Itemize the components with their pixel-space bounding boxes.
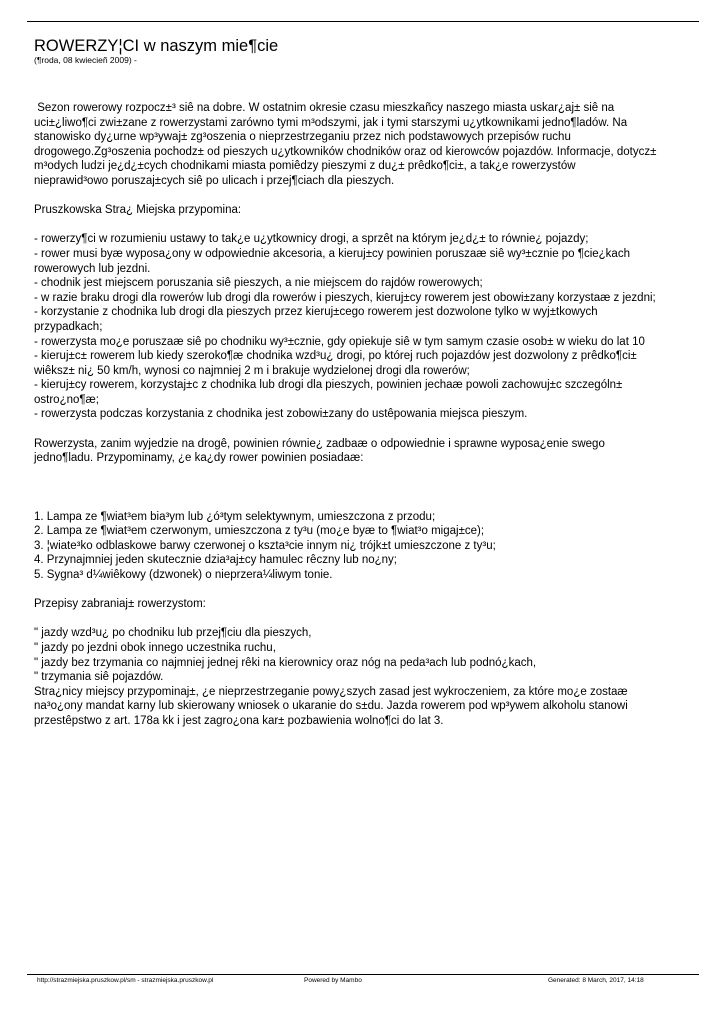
list-item: 3. ¦wiate³ko odblaskowe barwy czerwonej o kszta³cie innym ni¿ trójk±t umieszczone z ty³u; <box>34 539 496 552</box>
list-item: 1. Lampa ze ¶wiat³em bia³ym lub ¿ó³tym selektywnym, umieszczona z przodu; <box>34 510 436 523</box>
text-line: uci±¿liwo¶ci zwi±zane z rowerzystami zarówno tymi m³odszymi, jak i tymi starszymi u¿ytkownikami jedno¶ladów. Na <box>34 116 628 129</box>
list-item: " jazdy po jezdni obok innego uczestnika ruchu, <box>34 641 276 654</box>
list-item: 4. Przynajmniej jeden skutecznie dzia³aj±cy hamulec rêczny lub no¿ny; <box>34 554 397 567</box>
list-item: wiêksz± ni¿ 50 km/h, wynosi co najmniej 2 m i brakuje wydzielonej drogi dla rowerów; <box>34 364 470 377</box>
footer-generated-date: Generated: 8 March, 2017, 14:18 <box>548 977 644 984</box>
text-line: przestêpstwo z art. 178a kk i jest zagro¿ona kar± pozbawienia wolno¶ci do lat 3. <box>34 714 444 727</box>
list-item: - rowerzysta podczas korzystania z chodnika jest zobowi±zany do ustêpowania miejsca pieszym. <box>34 408 528 421</box>
equipment-list <box>34 510 690 583</box>
list-item: - rowerzy¶ci w rozumieniu ustawy to tak¿e u¿ytkownicy drogi, a sprzêt na którym je¿d¿± to równie¿ pojazdy; <box>34 233 589 246</box>
footer-powered-by: Powered by Mambo <box>304 977 362 984</box>
list-item: - kieruj±cy rowerem, korzystaj±c z chodnika lub drogi dla pieszych, powinien jechaæ powoli zachowuj±c szczególn± <box>34 379 623 392</box>
list-item: 2. Lampa ze ¶wiat³em czerwonym, umieszczona z ty³u (mo¿e byæ to ¶wiat³o migaj±ce); <box>34 525 485 538</box>
list-item: " jazdy bez trzymania co najmniej jednej rêki na kierownicy oraz nóg na peda³ach lub podnó¿kach, <box>34 656 537 669</box>
list-item: " jazdy wzd³u¿ po chodniku lub przej¶ciu dla pieszych, <box>34 627 312 640</box>
list-item: - kieruj±c± rowerem lub kiedy szeroko¶æ chodnika wzd³u¿ drogi, po której ruch pojazdów jest dozwolony z prêdko¶ci± <box>34 350 637 363</box>
footer-source-url: http://strazmiejska.pruszkow.pl/sm - strazmiejska.pruszkow.pl <box>37 977 214 984</box>
list-item: przypadkach; <box>34 320 103 333</box>
page-title: ROWERZY¦CI w naszym mie¶cie <box>34 37 279 55</box>
rules-list <box>34 232 690 422</box>
text-line: m³odych ludzi je¿d¿±cych chodnikami miasta pomiêdzy pieszymi z du¿± prêdko¶ci±, a tak¿e rowerzystów <box>34 160 576 173</box>
list-item: ostro¿no¶æ; <box>34 393 99 406</box>
text-line: Rowerzysta, zanim wyjedzie na drogê, powinien równie¿ zadbaæ o odpowiednie i sprawne wyposa¿enie swego <box>34 437 605 450</box>
list-item: 5. Sygna³ d¼wiêkowy (dzwonek) o nieprzera¼liwym tonie. <box>34 569 333 582</box>
list-item: rowerowych lub jezdni. <box>34 262 151 275</box>
text-line: nieprawid³owo poruszaj±cych siê po ulicach i przej¶ciach dla pieszych. <box>34 174 395 187</box>
text-line: Sezon rowerowy rozpocz±³ siê na dobre. W ostatnim okresie czasu mieszkañcy naszego miasta uskar¿aj± siê na <box>34 102 615 114</box>
text-line: jedno¶ladu. Przypominamy, ¿e ka¿dy rower powinien posiadaæ: <box>34 452 364 465</box>
article-body <box>34 101 690 729</box>
article-date: (¶roda, 08 kwiecieñ 2009) - <box>34 55 137 65</box>
reminder-heading: Pruszkowska Stra¿ Miejska przypomina: <box>34 204 242 217</box>
equipment-intro <box>34 437 690 466</box>
list-item: " trzymania siê pojazdów. <box>34 671 164 684</box>
list-item: - korzystanie z chodnika lub drogi dla pieszych przez kieruj±cego rowerem jest dozwolone tylko w wyj±tkowych <box>34 306 598 319</box>
text-line: Stra¿nicy miejscy przypominaj±, ¿e nieprzestrzeganie powy¿szych zasad jest wykroczeniem, za które mo¿e zostaæ <box>34 685 628 698</box>
prohibitions-list <box>34 626 690 684</box>
list-item: - chodnik jest miejscem poruszania siê pieszych, a nie miejscem do rajdów rowerowych; <box>34 277 483 290</box>
list-item: - rowerzysta mo¿e poruszaæ siê po chodniku wy³±cznie, gdy opiekuje siê w tym samym czasie osob± w wieku do lat 10 <box>34 335 645 348</box>
text-line: stanowisko dy¿urne wp³ywaj± zg³oszenia o nieprzestrzeganiu przez nich podstawowych przepisów ruchu <box>34 131 571 144</box>
header-divider <box>27 21 699 22</box>
text-line: na³o¿ony mandat karny lub skierowany wniosek o ukaranie do s±du. Jazda rowerem pod wp³ywem alkoholu stanowi <box>34 700 628 713</box>
footer-divider <box>27 974 699 975</box>
closing-paragraph <box>34 685 690 729</box>
text-line: drogowego.Zg³oszenia pochodz± od pieszych u¿ytkowników chodników oraz od kierowców pojazdów. Informacje, dotycz± <box>34 145 657 158</box>
prohibitions-heading: Przepisy zabraniaj± rowerzystom: <box>34 598 206 611</box>
intro-paragraph <box>34 101 690 189</box>
list-item: - rower musi byæ wyposa¿ony w odpowiednie akcesoria, a kieruj±cy powinien poruszaæ siê wy³±cznie po ¶cie¿kach <box>34 247 630 260</box>
list-item: - w razie braku drogi dla rowerów lub drogi dla rowerów i pieszych, kieruj±cy rowerem jest obowi±zany korzystaæ z jezdni; <box>34 291 656 304</box>
